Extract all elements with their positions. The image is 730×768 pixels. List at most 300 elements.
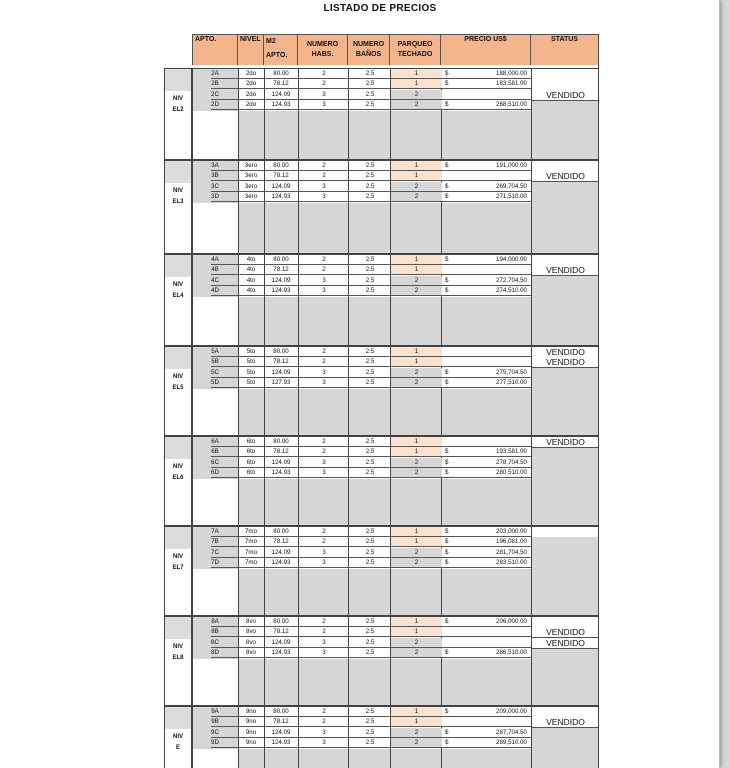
cell-banos: 2.5 [365, 448, 375, 455]
cell-precio: 271,510.00 [496, 193, 527, 200]
header-m2: M2 APTO. [263, 34, 297, 65]
table-row [211, 548, 531, 558]
cell-m2: 124.93 [271, 469, 291, 476]
cell-precio: 194,000.00 [496, 256, 527, 263]
cell-nivel: 7mo [244, 549, 258, 556]
cell-nivel: 7mo [244, 528, 258, 535]
cell-nivel: 2do [245, 91, 257, 98]
cell-m2: 78.12 [273, 628, 289, 635]
cell-precio: 272,704.50 [496, 277, 527, 284]
cell-apto: 8D [211, 649, 219, 656]
cell-precio: 209,000.00 [496, 708, 527, 715]
status-column [531, 527, 599, 615]
cell-currency: $ [445, 183, 449, 190]
cell-currency: $ [445, 708, 449, 715]
cell-nivel: 3ero [244, 172, 258, 179]
cell-precio: 191,000.00 [496, 162, 527, 169]
cell-nivel: 2do [245, 80, 257, 87]
cell-parqueo: 1 [391, 437, 442, 446]
level-block [164, 436, 598, 526]
cell-banos: 2.5 [365, 162, 375, 169]
table-row [211, 648, 531, 658]
cell-precio: 269,704.50 [496, 183, 527, 190]
cell-parqueo: 1 [391, 447, 442, 456]
cell-banos: 2.5 [365, 739, 375, 746]
table-row [211, 638, 531, 648]
cell-m2: 124.09 [271, 459, 291, 466]
cell-precio: 278,704.50 [496, 459, 527, 466]
cell-habs: 2 [322, 628, 326, 635]
cell-parqueo: 2 [391, 468, 442, 477]
level-side-label [165, 617, 192, 705]
cell-parqueo: 2 [391, 276, 442, 285]
cell-habs: 3 [322, 193, 326, 200]
cell-m2: 124.93 [271, 193, 291, 200]
cell-apto: 4B [211, 266, 219, 273]
cell-parqueo: 2 [391, 558, 442, 567]
cell-precio: 183,581.00 [496, 80, 527, 87]
cell-habs: 2 [322, 70, 326, 77]
cell-habs: 2 [322, 172, 326, 179]
cell-currency: $ [445, 193, 449, 200]
cell-habs: 2 [322, 358, 326, 365]
cell-m2: 124.93 [271, 101, 291, 108]
table-row [211, 447, 531, 457]
cell-precio: 203,000.00 [496, 528, 527, 535]
table-row [211, 458, 531, 468]
cell-habs: 3 [322, 559, 326, 566]
cell-apto: 9D [211, 739, 219, 746]
table-row [211, 437, 531, 447]
level-block [164, 346, 598, 436]
cell-habs: 3 [322, 369, 326, 376]
level-side-label [165, 707, 192, 768]
cell-nivel: 8vo [246, 639, 256, 646]
status-grey-fill [532, 447, 599, 525]
cell-currency: $ [445, 448, 449, 455]
cell-parqueo: 2 [391, 100, 442, 109]
cell-habs: 3 [322, 459, 326, 466]
status-badge: VENDIDO [546, 171, 585, 181]
cell-habs: 3 [322, 469, 326, 476]
cell-m2: 80.00 [273, 348, 289, 355]
cell-apto: 7A [211, 528, 219, 535]
cell-currency: $ [445, 162, 449, 169]
cell-parqueo: 2 [391, 378, 442, 387]
side-label-shade [165, 527, 191, 549]
cell-currency: $ [445, 528, 449, 535]
cell-parqueo: 2 [391, 648, 442, 657]
cell-currency: $ [445, 739, 449, 746]
cell-precio: 289,510.00 [496, 739, 527, 746]
table-row [211, 357, 531, 367]
status-grey-fill [532, 265, 599, 345]
status-column [531, 69, 599, 159]
cell-nivel: 5to [246, 369, 256, 376]
cell-apto: 8B [211, 628, 219, 635]
cell-banos: 2.5 [365, 80, 375, 87]
cell-apto: 9A [211, 708, 219, 715]
cell-parqueo: 1 [391, 617, 442, 626]
status-grey-fill [532, 357, 599, 435]
cell-apto: 5A [211, 348, 219, 355]
status-column [531, 437, 599, 525]
cell-precio: 286,510.00 [496, 649, 527, 656]
table-row [211, 378, 531, 388]
cell-banos: 2.5 [365, 459, 375, 466]
cell-nivel: 6to [246, 448, 256, 455]
cell-parqueo: 2 [391, 738, 442, 747]
cell-banos: 2.5 [365, 559, 375, 566]
cell-apto: 2A [211, 70, 219, 77]
cell-habs: 3 [322, 379, 326, 386]
cell-parqueo: 2 [391, 90, 442, 99]
cell-apto: 3B [211, 172, 219, 179]
cell-m2: 80.00 [273, 708, 289, 715]
level-side-label [165, 161, 192, 253]
level-label-text: NIVE [172, 734, 183, 751]
cell-m2: 80.00 [273, 528, 289, 535]
cell-banos: 2.5 [365, 628, 375, 635]
cell-m2: 124.09 [271, 729, 291, 736]
cell-habs: 2 [322, 618, 326, 625]
cell-m2: 80.00 [273, 162, 289, 169]
cell-precio: 287,704.50 [496, 729, 527, 736]
cell-currency: $ [445, 287, 449, 294]
cell-banos: 2.5 [365, 379, 375, 386]
cell-m2: 80.00 [273, 618, 289, 625]
cell-banos: 2.5 [365, 183, 375, 190]
level-label-text: NIVEL5 [172, 374, 184, 391]
cell-apto: 7D [211, 559, 219, 566]
cell-m2: 124.93 [271, 739, 291, 746]
cell-banos: 2.5 [365, 549, 375, 556]
cell-parqueo: 1 [391, 69, 442, 78]
cell-banos: 2.5 [365, 70, 375, 77]
cell-nivel: 5to [246, 379, 256, 386]
cell-apto: 9B [211, 718, 219, 725]
cell-banos: 2.5 [365, 348, 375, 355]
cell-habs: 2 [322, 348, 326, 355]
level-block [164, 254, 598, 346]
cell-habs: 2 [322, 80, 326, 87]
cell-habs: 3 [322, 739, 326, 746]
status-column [531, 617, 599, 705]
cell-apto: 8A [211, 618, 219, 625]
cell-nivel: 5to [246, 358, 256, 365]
cell-m2: 78.12 [273, 172, 289, 179]
level-block [164, 616, 598, 706]
cell-parqueo: 1 [391, 161, 442, 170]
cell-m2: 124.09 [271, 183, 291, 190]
cell-apto: 2D [211, 101, 219, 108]
status-column [531, 347, 599, 435]
level-label-text: NIVEL8 [172, 644, 184, 661]
table-row [211, 707, 531, 717]
cell-precio: 281,704.50 [496, 549, 527, 556]
level-block [164, 160, 598, 254]
cell-apto: 6C [211, 459, 219, 466]
table-row [211, 738, 531, 748]
cell-banos: 2.5 [365, 101, 375, 108]
cell-m2: 78.12 [273, 448, 289, 455]
cell-banos: 2.5 [365, 172, 375, 179]
side-label-shade [165, 707, 191, 729]
cell-parqueo: 1 [391, 527, 442, 536]
cell-precio: 275,704.50 [496, 369, 527, 376]
table-row [211, 558, 531, 568]
side-label-shade [165, 255, 191, 277]
table-row [211, 347, 531, 357]
level-label-text: NIVEL3 [172, 188, 184, 205]
cell-banos: 2.5 [365, 469, 375, 476]
cell-precio: 196,081.00 [496, 538, 527, 545]
cell-apto: 4D [211, 287, 219, 294]
cell-parqueo: 1 [391, 357, 442, 366]
table-row [211, 171, 531, 181]
cell-habs: 2 [322, 256, 326, 263]
header-status: STATUS [530, 34, 598, 65]
cell-nivel: 4to [246, 287, 256, 294]
cell-nivel: 4to [246, 277, 256, 284]
cell-banos: 2.5 [365, 718, 375, 725]
header-parqueo: PARQUEO TECHADO [389, 34, 440, 65]
cell-parqueo: 1 [391, 255, 442, 264]
level-side-label [165, 527, 192, 615]
cell-currency: $ [445, 101, 449, 108]
cell-banos: 2.5 [365, 266, 375, 273]
cell-banos: 2.5 [365, 256, 375, 263]
table-row [211, 182, 531, 192]
status-column [531, 707, 599, 768]
header-habs: NUMERO HABS. [297, 34, 347, 65]
side-label-shade [165, 617, 191, 639]
cell-apto: 3C [211, 183, 219, 190]
level-side-label [165, 69, 192, 159]
cell-m2: 78.12 [273, 538, 289, 545]
level-side-label [165, 255, 192, 345]
cell-parqueo: 2 [391, 548, 442, 557]
table-row [211, 717, 531, 727]
document-title: LISTADO DE PRECIOS [323, 3, 437, 14]
cell-precio: 283,510.00 [496, 559, 527, 566]
side-label-shade [165, 347, 191, 369]
cell-nivel: 3ero [244, 162, 258, 169]
side-label-shade [165, 161, 191, 183]
cell-apto: 5B [211, 358, 219, 365]
table-row [211, 627, 531, 637]
cell-habs: 2 [322, 162, 326, 169]
table-row [211, 90, 531, 100]
cell-nivel: 4to [246, 256, 256, 263]
cell-parqueo: 1 [391, 627, 442, 636]
cell-nivel: 8vo [246, 618, 256, 625]
cell-nivel: 9no [245, 729, 257, 736]
cell-m2: 78.12 [273, 358, 289, 365]
cell-habs: 2 [322, 538, 326, 545]
cell-currency: $ [445, 549, 449, 556]
cell-m2: 124.09 [271, 369, 291, 376]
level-label-text: NIVEL6 [172, 464, 184, 481]
cell-currency: $ [445, 649, 449, 656]
cell-nivel: 8vo [246, 628, 256, 635]
cell-precio: 268,510.00 [496, 101, 527, 108]
cell-parqueo: 2 [391, 728, 442, 737]
cell-habs: 3 [322, 287, 326, 294]
table-row [211, 100, 531, 110]
cell-habs: 3 [322, 91, 326, 98]
cell-m2: 80.00 [273, 70, 289, 77]
cell-apto: 7B [211, 538, 219, 545]
status-column [531, 255, 599, 345]
status-badge: VENDIDO [546, 638, 585, 648]
table-row [211, 368, 531, 378]
table-row [211, 468, 531, 478]
cell-habs: 3 [322, 101, 326, 108]
cell-apto: 6B [211, 448, 219, 455]
cell-parqueo: 2 [391, 368, 442, 377]
cell-nivel: 3ero [244, 193, 258, 200]
cell-apto: 4A [211, 256, 219, 263]
cell-apto: 3A [211, 162, 219, 169]
cell-currency: $ [445, 459, 449, 466]
cell-banos: 2.5 [365, 369, 375, 376]
cell-nivel: 7mo [244, 538, 258, 545]
cell-nivel: 8vo [246, 649, 256, 656]
cell-currency: $ [445, 469, 449, 476]
level-label-text: NIVEL4 [172, 282, 184, 299]
level-label-text: NIVEL2 [172, 96, 184, 113]
cell-m2: 124.09 [271, 639, 291, 646]
cell-habs: 2 [322, 718, 326, 725]
cell-m2: 78.12 [273, 80, 289, 87]
table-row [211, 617, 531, 627]
cell-banos: 2.5 [365, 358, 375, 365]
cell-banos: 2.5 [365, 528, 375, 535]
cell-habs: 3 [322, 277, 326, 284]
cell-parqueo: 1 [391, 707, 442, 716]
cell-habs: 2 [322, 708, 326, 715]
cell-precio: 277,510.00 [496, 379, 527, 386]
cell-currency: $ [445, 538, 449, 545]
cell-apto: 6A [211, 438, 219, 445]
table-row [211, 728, 531, 738]
table-row [211, 265, 531, 275]
cell-apto: 2C [211, 91, 219, 98]
header-apto: APTO. [192, 34, 237, 65]
cell-nivel: 4to [246, 266, 256, 273]
cell-habs: 2 [322, 266, 326, 273]
cell-nivel: 9no [245, 708, 257, 715]
cell-m2: 127.93 [271, 379, 291, 386]
level-block [164, 706, 598, 768]
cell-banos: 2.5 [365, 708, 375, 715]
cell-nivel: 6to [246, 438, 256, 445]
status-grey-fill [532, 537, 599, 615]
cell-currency: $ [445, 277, 449, 284]
cell-parqueo: 1 [391, 265, 442, 274]
cell-currency: $ [445, 70, 449, 77]
cell-nivel: 7mo [244, 559, 258, 566]
cell-currency: $ [445, 379, 449, 386]
cell-currency: $ [445, 559, 449, 566]
cell-banos: 2.5 [365, 277, 375, 284]
cell-banos: 2.5 [365, 438, 375, 445]
cell-nivel: 5to [246, 348, 256, 355]
table-row [211, 276, 531, 286]
cell-apto: 5C [211, 369, 219, 376]
level-block [164, 526, 598, 616]
cell-m2: 78.12 [273, 718, 289, 725]
cell-apto: 5D [211, 379, 219, 386]
cell-banos: 2.5 [365, 649, 375, 656]
cell-apto: 8C [211, 639, 219, 646]
level-label-text: NIVEL7 [172, 554, 184, 571]
cell-nivel: 2do [245, 101, 257, 108]
cell-m2: 80.00 [273, 438, 289, 445]
level-side-label [165, 437, 192, 525]
cell-precio: 206,000.00 [496, 618, 527, 625]
cell-currency: $ [445, 256, 449, 263]
cell-parqueo: 1 [391, 79, 442, 88]
cell-currency: $ [445, 369, 449, 376]
cell-parqueo: 2 [391, 192, 442, 201]
table-row [211, 255, 531, 265]
cell-currency: $ [445, 618, 449, 625]
status-grey-fill [532, 171, 599, 253]
cell-precio: 280,510.00 [496, 469, 527, 476]
cell-nivel: 9no [245, 739, 257, 746]
cell-habs: 3 [322, 639, 326, 646]
cell-m2: 124.09 [271, 549, 291, 556]
cell-precio: 274,510.00 [496, 287, 527, 294]
status-badge: VENDIDO [546, 437, 585, 447]
table-right-border [598, 34, 599, 768]
cell-parqueo: 2 [391, 638, 442, 647]
status-badge: VENDIDO [546, 357, 585, 367]
cell-m2: 124.09 [271, 91, 291, 98]
cell-currency: $ [445, 80, 449, 87]
side-label-shade [165, 69, 191, 91]
cell-habs: 3 [322, 649, 326, 656]
cell-m2: 124.93 [271, 559, 291, 566]
cell-m2: 78.12 [273, 266, 289, 273]
table-row [211, 286, 531, 296]
cell-apto: 4C [211, 277, 219, 284]
level-block [164, 68, 598, 160]
side-label-shade [165, 437, 191, 459]
cell-parqueo: 1 [391, 717, 442, 726]
cell-nivel: 9no [245, 718, 257, 725]
cell-apto: 6D [211, 469, 219, 476]
cell-habs: 2 [322, 448, 326, 455]
cell-apto: 3D [211, 193, 219, 200]
status-badge: VENDIDO [546, 265, 585, 275]
cell-banos: 2.5 [365, 639, 375, 646]
table-row [211, 79, 531, 89]
cell-parqueo: 2 [391, 286, 442, 295]
status-badge: VENDIDO [546, 717, 585, 727]
cell-nivel: 2do [245, 70, 257, 77]
header-banos: NUMERO BAÑOS [347, 34, 389, 65]
cell-habs: 3 [322, 183, 326, 190]
header-precio: PRECIO US$ [440, 34, 530, 65]
table-row [211, 192, 531, 202]
level-side-label [165, 347, 192, 435]
cell-nivel: 3ero [244, 183, 258, 190]
cell-banos: 2.5 [365, 91, 375, 98]
cell-parqueo: 2 [391, 458, 442, 467]
